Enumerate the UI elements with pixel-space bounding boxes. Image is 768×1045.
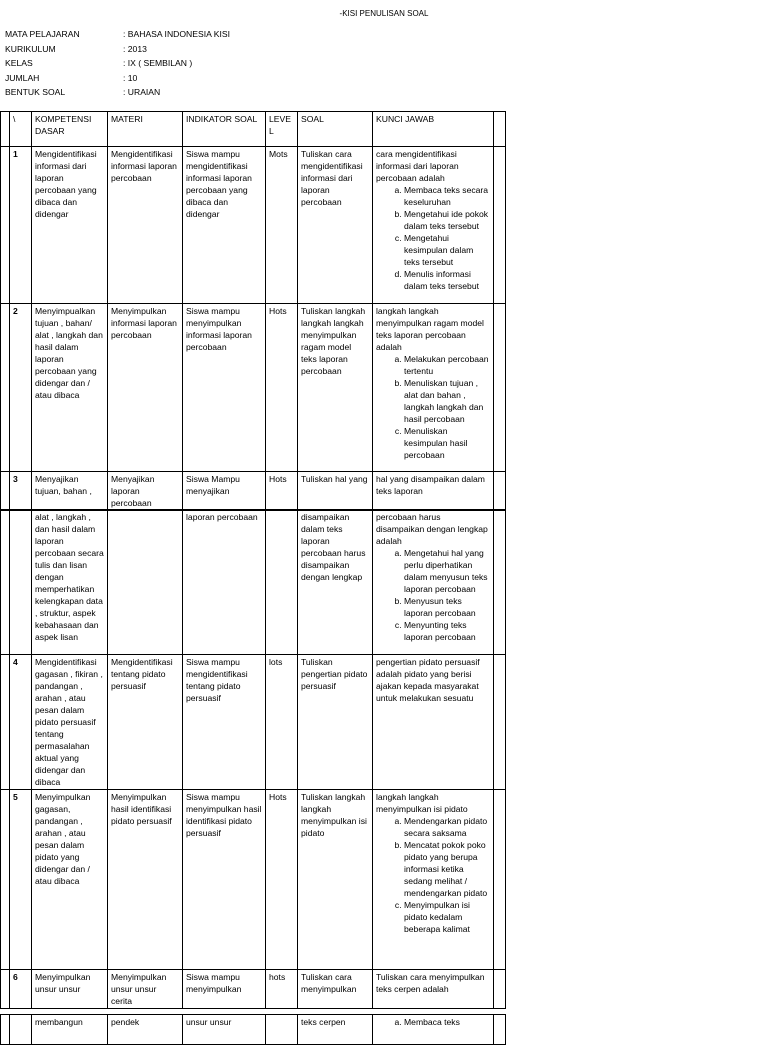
kunci-cell [373,472,494,511]
soal-cell: Tuliskan langkah langkah menyimpulkan isi pidato [298,790,373,970]
margin-cell [1,112,10,147]
margin-cell [1,147,10,304]
row-number: 6 [10,970,32,1009]
margin-cell [1,970,10,1009]
table-row [1,790,506,970]
level-cell: Mots [266,147,298,304]
indikator-cell: Siswa mampu mengidentifikasi tentang pidato persuasif [183,655,266,790]
kunci-list [376,353,490,461]
kunci-intro: langkah langkah menyimpulkan ragam model teks laporan percobaan adalah [376,306,484,352]
row-number [10,1015,32,1045]
kunci-cell [373,1015,494,1045]
margin-cell [1,790,10,970]
kunci-cell [373,304,494,472]
kompetensi-cell: Menyimpualkan tujuan , bahan/ alat , langkah dan hasil dalam laporan percobaan yang didengar dan / atau dibaca [32,304,108,472]
meta-row [5,57,230,72]
meta-key: KURIKULUM [5,43,56,54]
margin-cell [494,655,506,790]
materi-cell: Mengidentifikasi informasi laporan percobaan [108,147,183,304]
meta-value: : 2013 [123,43,147,54]
soal-cell: Tuliskan pengertian pidato persuasif [298,655,373,790]
kunci-cell [373,510,494,655]
kunci-intro: Tuliskan cara menyimpulkan teks cerpen adalah [376,972,485,994]
list-item: a. Mendengarkan pidato secara saksama [404,815,490,839]
list-item: a. Membaca teks secara keseluruhan [404,184,490,208]
header-indikator: INDIKATOR SOAL [183,112,266,147]
kompetensi-cell: Mengidentifikasi gagasan , fikiran , pandangan , arahan , atau pesan dalam pidato persuasif tentang permasalahan aktual yang didengar dan dibaca [32,655,108,790]
meta-row [5,43,230,58]
level-cell: Hots [266,304,298,472]
document-meta [5,28,230,101]
meta-row [5,72,230,87]
kunci-intro: cara mengidentifikasi informasi dari laporan percobaan adalah [376,149,459,183]
materi-cell: Mengidentifikasi tentang pidato persuasif [108,655,183,790]
margin-cell [494,510,506,655]
margin-cell [494,1015,506,1045]
list-item: a. Membaca teks [404,1016,490,1028]
row-number: 4 [10,655,32,790]
list-item: a. Mengetahui hal yang perlu diperhatikan dalam menyusun teks laporan percobaan [404,547,490,595]
soal-cell: teks cerpen [298,1015,373,1045]
margin-cell [1,655,10,790]
soal-cell: Tuliskan cara mengidentifikasi informasi dari laporan percobaan [298,147,373,304]
margin-cell [1,510,10,655]
list-item: c. Menyunting teks laporan percobaan [404,619,490,643]
meta-row [5,28,230,43]
table-row [1,655,506,790]
level-cell [266,1015,298,1045]
meta-key: MATA PELAJARAN [5,29,80,39]
materi-cell: pendek [108,1015,183,1045]
kompetensi-cell: alat , langkah , dan hasil dalam laporan percobaan secara tulis dan lisan dengan memperhatikan kelengkapan data , struktur, aspek kebahasaan dan aspek lisan [32,510,108,655]
table-row [1,970,506,1009]
list-item: b. Mencatat pokok poko pidato yang berupa informasi ketika sedang melihat / mendengarkan pidato [404,839,490,899]
soal-cell: Tuliskan langkah langkah langkah menyimpulkan ragam model teks laporan percobaan [298,304,373,472]
margin-cell [494,147,506,304]
header-kunci: KUNCI JAWAB [373,112,494,147]
soal-cell: Tuliskan hal yang [298,472,373,511]
margin-cell [1,472,10,511]
kunci-intro: pengertian pidato persuasif adalah pidato yang berisi ajakan kepada masyarakat untuk melakukan sesuatu [376,657,480,703]
level-cell: hots [266,970,298,1009]
margin-cell [494,472,506,511]
meta-key: JUMLAH [5,72,40,83]
margin-cell [1,304,10,472]
meta-value: : URAIAN [123,87,161,97]
kompetensi-cell: Menyimpulkan gagasan, pandangan , arahan , atau pesan dalam pidato yang didengar dan / atau dibaca [32,790,108,970]
list-item: c. Menuliskan kesimpulan hasil percobaan [404,425,490,461]
margin-cell [1,1015,10,1045]
list-item: c. Menyimpulkan isi pidato kedalam beberapa kalimat [404,899,490,935]
kunci-list [376,184,490,292]
kunci-cell [373,970,494,1009]
page-title: -KISI PENULISAN SOAL [339,9,429,18]
list-item: b. Menuliskan tujuan , alat dan bahan , langkah langkah dan hasil percobaan [404,377,490,425]
row-number: 3 [10,472,32,511]
soal-cell: Tuliskan cara menyimpulkan [298,970,373,1009]
table-row [1,1015,506,1045]
header-row [1,112,506,147]
meta-key: BENTUK SOAL [5,87,66,97]
kunci-intro: langkah langkah menyimpulkan isi pidato [376,792,468,814]
kunci-intro: percobaan harus disampaikan dengan lengkap adalah [376,512,488,546]
kunci-cell [373,147,494,304]
indikator-cell: Siswa mampu menyimpulkan hasil identifikasi pidato persuasif [183,790,266,970]
indikator-cell: Siswa mampu menyimpulkan [183,970,266,1009]
materi-cell: Menyajikan laporan percobaan [108,472,183,511]
table-row [1,472,506,511]
meta-key: KELAS [5,58,33,68]
meta-value: : IX ( SEMBILAN ) [123,58,193,68]
margin-cell [494,970,506,1009]
row-number: 5 [10,790,32,970]
level-cell: lots [266,655,298,790]
table-row [1,510,506,655]
kompetensi-cell: Menyajikan tujuan, bahan , [32,472,108,511]
meta-value: : 10 [123,72,138,83]
list-item: c. Mengetahui kesimpulan dalam teks tersebut [404,232,490,268]
meta-value: : BAHASA INDONESIA KISI [123,29,230,39]
soal-cell: disampaikan dalam teks laporan percobaan harus disampaikan dengan lengkap [298,510,373,655]
indikator-cell: laporan percobaan [183,510,266,655]
margin-cell [494,304,506,472]
header-level: LEVEL [266,112,298,147]
table-row [1,147,506,304]
kisi-table-section-2 [0,509,506,1009]
kompetensi-cell: membangun [32,1015,108,1045]
margin-cell [494,790,506,970]
materi-cell: Menyimpulkan informasi laporan percobaan [108,304,183,472]
indikator-cell: unsur unsur [183,1015,266,1045]
table-row [1,304,506,472]
kompetensi-cell: Mengidentifikasi informasi dari laporan percobaan yang dibaca dan didengar [32,147,108,304]
level-cell [266,510,298,655]
list-item: b. Menyusun teks laporan percobaan [404,595,490,619]
header-kompetensi: KOMPETENSI DASAR [32,112,108,147]
list-item: a. Melakukan percobaan tertentu [404,353,490,377]
header-soal: SOAL [298,112,373,147]
list-item: b. Mengetahui ide pokok dalam teks tersebut [404,208,490,232]
row-number: 2 [10,304,32,472]
meta-row [5,86,230,101]
indikator-cell: Siswa mampu mengidentifikasi informasi laporan percobaan yang dibaca dan didengar [183,147,266,304]
indikator-cell: Siswa mampu menyimpulkan informasi laporan percobaan [183,304,266,472]
header-materi: MATERI [108,112,183,147]
list-item: d. Menulis informasi dalam teks tersebut [404,268,490,292]
header-no: \ [10,112,32,147]
level-cell: Hots [266,472,298,511]
kompetensi-cell: Menyimpulkan unsur unsur [32,970,108,1009]
indikator-cell: Siswa Mampu menyajikan [183,472,266,511]
kunci-cell [373,655,494,790]
kunci-list [376,815,490,935]
materi-cell [108,510,183,655]
kisi-table-section-1 [0,111,506,511]
kunci-cell [373,790,494,970]
margin-cell [494,112,506,147]
level-cell: Hots [266,790,298,970]
materi-cell: Menyimpulkan unsur unsur cerita [108,970,183,1009]
kunci-list [376,1016,490,1028]
row-number [10,510,32,655]
materi-cell: Menyimpulkan hasil identifikasi pidato persuasif [108,790,183,970]
kunci-list [376,547,490,643]
kunci-intro: hal yang disampaikan dalam teks laporan [376,474,485,496]
kisi-table-section-3 [0,1014,506,1045]
row-number: 1 [10,147,32,304]
